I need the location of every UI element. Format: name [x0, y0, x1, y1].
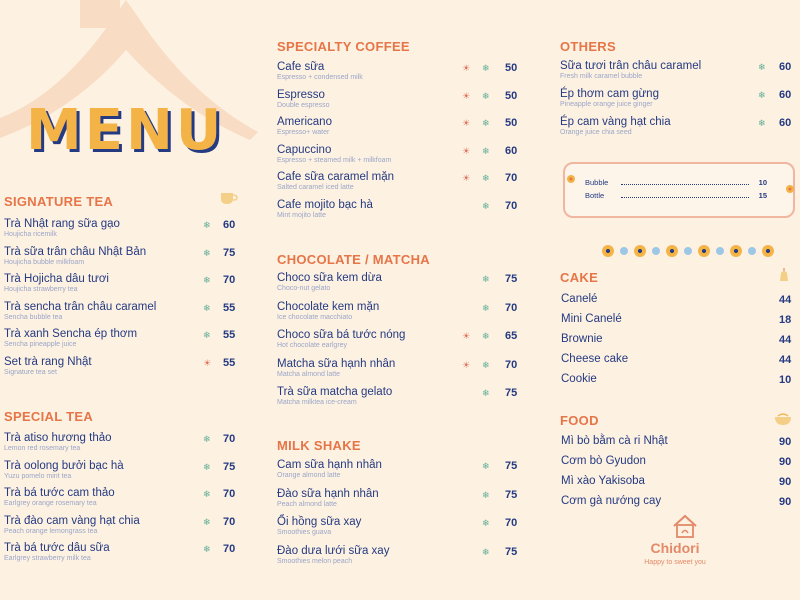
menu-item-name: Cam sữa hạnh nhân: [277, 459, 382, 471]
menu-item-price: 70: [223, 543, 236, 555]
section-title-others: OTHERS: [560, 39, 616, 54]
menu-item-price: 90: [779, 456, 792, 468]
menu-item: [277, 171, 394, 197]
menu-item-price: 70: [223, 433, 236, 445]
snowflake-icon: ❄: [482, 518, 490, 528]
menu-item-name: Brownie: [561, 333, 603, 345]
menu-item-price: 60: [505, 144, 518, 157]
menu-item-description: Signature tea set: [4, 368, 57, 376]
menu-item-description: Houjicha strawberry tea: [4, 286, 78, 293]
menu-item-name: Mì bò bằm cà ri Nhật: [561, 435, 668, 447]
menu-item: [560, 116, 671, 142]
menu-item: [4, 218, 120, 244]
menu-item-name: Cafe sữa: [277, 61, 325, 73]
menu-item: [277, 516, 361, 542]
menu-item-description: Matcha almond latte: [277, 370, 341, 378]
snowflake-icon: ❄: [482, 546, 490, 557]
menu-item-price: 75: [505, 488, 518, 501]
menu-item: [277, 61, 363, 87]
menu-item: [4, 542, 110, 568]
addon-price: 10: [758, 178, 767, 187]
menu-item-description: Double espresso: [277, 101, 330, 109]
menu-item-price: 75: [223, 246, 236, 259]
menu-item: [277, 488, 379, 514]
sun-icon: ☀: [462, 90, 471, 101]
menu-item-price: 55: [223, 356, 236, 369]
menu-item-name: Trà bá tước cam thảo: [4, 487, 115, 499]
menu-item: [4, 460, 124, 486]
snowflake-icon: ❄: [203, 516, 211, 527]
menu-item-price: 70: [505, 172, 518, 184]
menu-item-name: Chocolate kem mặn: [277, 300, 380, 313]
menu-item-name: Cookie: [561, 373, 597, 385]
menu-item-name: Trà Hojicha dâu tươi: [4, 273, 109, 285]
snowflake-icon: ❄: [482, 388, 490, 398]
menu-item: [277, 116, 332, 142]
menu-item-price: 50: [505, 62, 518, 74]
menu-item-description: Smoothies guava: [277, 529, 332, 536]
brand-name: Chidori: [650, 540, 700, 556]
menu-item-price: 44: [779, 354, 792, 366]
menu-item-name: Choco sữa bá tước nóng: [277, 329, 406, 341]
menu-item-name: Matcha sữa hạnh nhân: [277, 357, 396, 370]
menu-title: MENU: [26, 98, 225, 163]
section-title-milk-shake: MILK SHAKE: [277, 438, 361, 453]
menu-item: [277, 272, 382, 298]
menu-item: [4, 246, 146, 272]
sun-icon: ☀: [462, 173, 471, 183]
menu-item: [277, 386, 392, 412]
menu-item-description: Sencha pineapple juice: [4, 341, 77, 348]
snowflake-icon: ❄: [203, 247, 211, 258]
snowflake-icon: ❄: [203, 434, 211, 444]
snowflake-icon: ❄: [482, 331, 490, 341]
menu-item-name: Trà sữa matcha gelato: [277, 386, 393, 398]
snowflake-icon: ❄: [758, 62, 766, 72]
snowflake-icon: ❄: [482, 63, 490, 73]
menu-item-description: Smoothies melon peach: [277, 557, 353, 565]
menu-item: [4, 356, 92, 382]
menu-item: [4, 273, 109, 299]
snowflake-icon: ❄: [482, 118, 490, 128]
tea-cup-icon: [220, 191, 238, 205]
snowflake-icon: ❄: [203, 461, 211, 472]
menu-item: [277, 301, 379, 327]
brand-tagline: Happy to sweet you: [644, 559, 706, 566]
menu-item: [4, 328, 137, 354]
menu-item-description: Ice chocolate macchiato: [277, 313, 353, 321]
dotted-leader: [621, 184, 749, 185]
menu-item-name: Cafe mojito bạc hà: [277, 198, 373, 211]
menu-item: [277, 89, 330, 115]
menu-item-price: 75: [505, 545, 518, 558]
house-logo-icon: [672, 514, 698, 538]
menu-item-name: Cheese cake: [561, 353, 629, 365]
sun-icon: ☀: [462, 331, 471, 341]
menu-item: [277, 144, 391, 170]
menu-item-price: 70: [505, 358, 518, 371]
snowflake-icon: ❄: [203, 544, 211, 554]
menu-item-price: 75: [505, 273, 518, 285]
snowflake-icon: ❄: [203, 302, 211, 313]
snowflake-icon: ❄: [482, 489, 490, 500]
snowflake-icon: ❄: [482, 359, 490, 370]
menu-item-name: Trà sencha trân châu caramel: [4, 300, 157, 313]
menu-item-price: 70: [505, 517, 518, 529]
menu-item-name: Ép cam vàng hạt chia: [560, 116, 671, 128]
sun-icon: ☀: [462, 63, 471, 73]
menu-item: [277, 545, 389, 571]
menu-item-name: Mini Canelé: [561, 313, 622, 325]
section-title-cake: CAKE: [560, 270, 599, 285]
menu-item-price: 50: [505, 89, 518, 102]
menu-item-name: Cafe sữa caramel mặn: [277, 171, 394, 183]
menu-item-price: 10: [779, 374, 792, 386]
menu-item-price: 75: [505, 387, 518, 399]
menu-item-description: Choco-nut gelato: [277, 285, 331, 292]
menu-item-price: 90: [779, 476, 792, 488]
menu-item-price: 70: [223, 515, 236, 528]
menu-item-description: Pineapple orange juice ginger: [560, 101, 653, 108]
menu-item-name: Trà đào cam vàng hạt chia: [4, 514, 140, 527]
snowflake-icon: ❄: [203, 220, 211, 230]
dotted-leader: [621, 197, 749, 198]
menu-item-name: Trà sữa trân châu Nhật Bản: [4, 245, 147, 258]
menu-item-price: 60: [779, 89, 792, 101]
menu-item-name: Trà xanh Sencha ép thơm: [4, 328, 138, 340]
addon-label: Bubble: [585, 178, 609, 187]
section-title-specialty-coffee: SPECIALTY COFFEE: [277, 39, 410, 54]
bowl-icon: [774, 412, 792, 426]
menu-item-description: Espresso+ water: [277, 129, 330, 136]
menu-item-description: Houjicha ricemilk: [4, 231, 57, 238]
menu-item-price: 55: [223, 301, 236, 314]
menu-item-description: Earlgrey orange rosemary tea: [4, 500, 97, 507]
menu-item-price: 90: [779, 436, 792, 448]
snowflake-icon: ❄: [482, 461, 490, 471]
menu-item-name: Ổi hồng sữa xay: [277, 516, 362, 528]
flower-border: [600, 242, 780, 260]
menu-item-name: Sữa tươi trân châu caramel: [560, 60, 702, 72]
menu-item: [277, 459, 382, 485]
menu-item-price: 50: [505, 117, 518, 129]
menu-item: [560, 60, 701, 86]
menu-item-name: Trà Nhật rang sữa gạo: [4, 218, 120, 230]
snowflake-icon: ❄: [203, 330, 211, 340]
menu-item: [277, 329, 405, 355]
menu-item-price: 60: [779, 61, 792, 73]
addon-box: [563, 162, 795, 218]
menu-item: [4, 301, 156, 327]
sun-icon: ☀: [203, 357, 212, 368]
section-title-signature-tea: SIGNATURE TEA: [4, 194, 114, 209]
menu-item-description: Fresh milk caramel bubble: [560, 73, 643, 80]
menu-item-price: 65: [505, 330, 518, 342]
menu-item-price: 90: [779, 496, 792, 508]
section-title-special-tea: SPECIAL TEA: [4, 409, 94, 424]
menu-item-price: 70: [505, 199, 518, 212]
menu-item-description: Peach almond latte: [277, 500, 337, 508]
menu-item: [277, 358, 395, 384]
snowflake-icon: ❄: [758, 118, 766, 128]
addon-label: Bottle: [585, 191, 605, 200]
snowflake-icon: ❄: [482, 302, 490, 313]
menu-item-description: Espresso + steamed milk + milkfoam: [277, 156, 392, 164]
snowflake-icon: ❄: [482, 145, 490, 156]
menu-item-name: Mì xào Yakisoba: [561, 475, 645, 487]
menu-item-description: Hot chocolate earlgrey: [277, 342, 348, 349]
menu-item-price: 44: [779, 334, 792, 346]
menu-item-price: 75: [223, 460, 236, 473]
menu-item-name: Trà atiso hương thảo: [4, 432, 112, 444]
menu-item-price: 70: [505, 301, 518, 314]
menu-item-name: Trà bá tước dâu sữa: [4, 542, 110, 554]
menu-item-description: Sencha bubble tea: [4, 313, 63, 321]
flower-icon: [785, 184, 795, 194]
menu-item-price: 60: [223, 219, 236, 231]
menu-item-price: 18: [779, 314, 792, 326]
snowflake-icon: ❄: [482, 173, 490, 183]
snowflake-icon: ❄: [203, 275, 211, 285]
cake-icon: [778, 268, 790, 282]
menu-item-description: Peach orange lemongrass tea: [4, 527, 98, 535]
menu-item-price: 60: [779, 117, 792, 129]
addon-item: [585, 191, 767, 203]
menu-item-description: Mint mojito latte: [277, 211, 327, 219]
flower-icon: [566, 174, 576, 184]
menu-item-price: 70: [223, 274, 236, 286]
menu-item-description: Salted caramel iced latte: [277, 184, 354, 191]
section-title-food: FOOD: [560, 413, 599, 428]
sun-icon: ☀: [462, 359, 471, 370]
menu-item-name: Cơm bò Gyudon: [561, 455, 646, 467]
section-title-chocolate-matcha: CHOCOLATE / MATCHA: [277, 252, 430, 267]
snowflake-icon: ❄: [482, 90, 490, 101]
menu-item-price: 75: [505, 460, 518, 472]
menu-item-price: 55: [223, 329, 236, 341]
snowflake-icon: ❄: [758, 90, 766, 100]
menu-item-name: Set trà rang Nhật: [4, 355, 92, 368]
menu-item: [4, 432, 112, 458]
snowflake-icon: ❄: [482, 200, 490, 211]
menu-item-description: Yuzu pomelo mint tea: [4, 472, 72, 480]
addon-price: 15: [758, 191, 767, 200]
menu-item-description: Earlgrey strawberry milk tea: [4, 555, 91, 562]
menu-item-name: Canelé: [561, 293, 598, 305]
menu-item-price: 70: [223, 488, 236, 500]
menu-item-description: Espresso + condensed milk: [277, 74, 363, 81]
menu-item-name: Americano: [277, 116, 332, 128]
menu-item-description: Lemon red rosemary tea: [4, 445, 81, 452]
snowflake-icon: ❄: [482, 274, 490, 284]
menu-item-description: Houjicha bubble milkfoam: [4, 258, 85, 266]
sun-icon: ☀: [462, 118, 471, 128]
menu-item-name: Choco sữa kem dừa: [277, 272, 382, 284]
sun-icon: ☀: [462, 145, 471, 156]
menu-item: [4, 515, 140, 541]
menu-item-name: Đào sữa hạnh nhân: [277, 487, 379, 500]
menu-item-description: Orange almond latte: [277, 472, 341, 479]
menu-item-name: Trà oolong bưởi bạc hà: [4, 459, 124, 472]
snowflake-icon: ❄: [203, 489, 211, 499]
menu-item-name: Espresso: [277, 88, 325, 101]
addon-item: [585, 178, 767, 190]
menu-item-name: Ép thơm cam gừng: [560, 88, 659, 100]
menu-item-name: Capuccino: [277, 143, 332, 156]
menu-item-name: Đào dưa lưới sữa xay: [277, 544, 390, 557]
menu-item-price: 44: [779, 294, 792, 306]
menu-item: [4, 487, 115, 513]
menu-item: [560, 88, 659, 114]
menu-item-description: Matcha milktea ice-cream: [277, 399, 357, 406]
menu-item-description: Orange juice chia seed: [560, 129, 632, 136]
menu-item-name: Cơm gà nướng cay: [561, 495, 662, 507]
menu-item: [277, 199, 373, 225]
